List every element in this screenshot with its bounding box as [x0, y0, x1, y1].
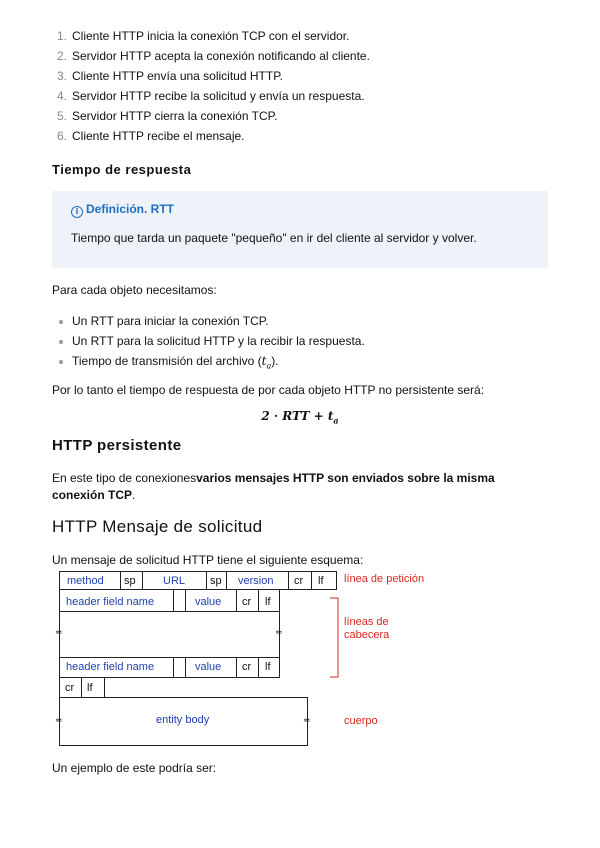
response-time-formula: 2 · RTT + $t_a$ — [261, 409, 339, 426]
list-item: 5. Servidor HTTP cierra la conexión TCP. — [56, 109, 278, 123]
list-item: 3. Cliente HTTP envía una solicitud HTTP. — [56, 69, 283, 83]
list-item: 1. Cliente HTTP inicia la conexión TCP con el servidor. — [56, 29, 350, 43]
header-field-name: header field name — [66, 661, 155, 673]
request-heading: HTTP Mensaje de solicitud — [52, 517, 263, 536]
list-item: 6. Cliente HTTP recibe el mensaje. — [56, 129, 245, 143]
response-time-conclusion: Por lo tanto el tiempo de respuesta de por cada objeto HTTP no persistente será: — [52, 383, 485, 397]
callout-body: Tiempo que tarda un paquete "pequeño" en ir del cliente al servidor y volver. — [71, 231, 477, 245]
example-intro: Un ejemplo de este podría ser: — [52, 761, 217, 775]
method-field: method — [67, 575, 104, 587]
sp-field: sp — [124, 575, 136, 587]
version-field: version — [238, 575, 274, 587]
list-item: 2. Servidor HTTP acepta la conexión notificando al cliente. — [56, 49, 370, 63]
response-time-heading: Tiempo de respuesta — [52, 162, 192, 177]
request-line-label: línea de petición — [344, 573, 425, 585]
callout-title: i Definición. RTT — [71, 202, 174, 218]
break-mark: ≈ — [55, 716, 63, 726]
lf-field: lf — [265, 596, 271, 608]
objects-intro: Para cada objeto necesitamos: — [52, 283, 217, 297]
break-mark: ≈ — [55, 628, 63, 638]
entity-body-field: entity body — [156, 714, 210, 726]
persistent-heading: HTTP persistente — [52, 437, 182, 454]
break-mark: ≈ — [275, 628, 283, 638]
persistent-text: En este tipo de conexionesvarios mensajes HTTP son enviados sobre la misma conexión TCP. — [52, 471, 495, 502]
cr-field: cr — [65, 682, 75, 694]
break-mark: ≈ — [303, 716, 311, 726]
cr-field: cr — [242, 596, 252, 608]
url-field: URL — [163, 575, 186, 587]
list-item: Un RTT para la solicitud HTTP y la recibir la respuesta. — [72, 334, 365, 354]
lf-field: lf — [318, 575, 324, 587]
info-icon: i — [71, 206, 83, 218]
sp-field: sp — [210, 575, 222, 587]
body-label: cuerpo — [344, 715, 378, 727]
list-item: Tiempo de transmisión del archivo $(t_a)$. — [72, 354, 365, 374]
list-item: Un RTT para iniciar la conexión TCP. — [72, 314, 365, 334]
header-value: value — [195, 596, 222, 608]
header-field-name: header field name — [66, 596, 155, 608]
list-item: 4. Servidor HTTP recibe la solicitud y envía un respuesta. — [56, 89, 365, 103]
cr-field: cr — [242, 661, 252, 673]
cr-field: cr — [294, 575, 304, 587]
header-lines-label-2: cabecera — [344, 629, 390, 641]
header-value: value — [195, 661, 222, 673]
header-lines-label-1: líneas de — [344, 616, 389, 628]
lf-field: lf — [87, 682, 93, 694]
request-intro: Un mensaje de solicitud HTTP tiene el siguiente esquema: — [52, 553, 364, 567]
lf-field: lf — [265, 661, 271, 673]
